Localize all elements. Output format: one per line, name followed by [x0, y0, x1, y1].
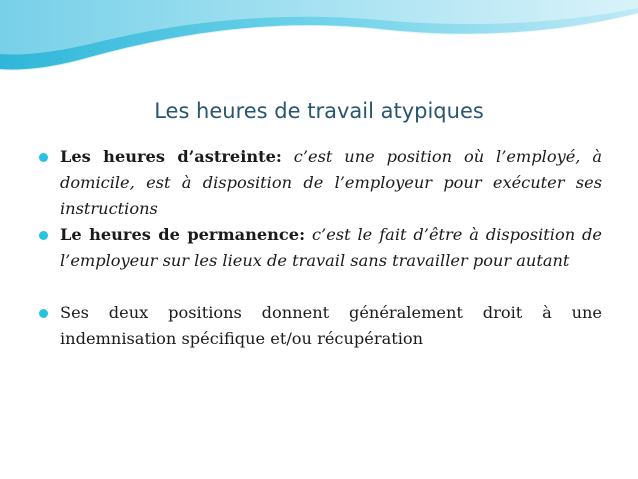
bullet-dot-icon [39, 231, 48, 240]
header-wave-decoration [0, 0, 638, 80]
bullet-term: Les heures d’astreinte [60, 147, 276, 166]
bullet-item-astreinte [36, 144, 602, 222]
bullet-dot-icon [39, 153, 48, 162]
bullet-text: Ses deux positions donnent généralement droit à une indemnisation spécifique et/ou récupération [60, 303, 602, 348]
bullet-term: Le heures de permanence [60, 225, 300, 244]
bullet-dot-icon [39, 309, 48, 318]
spacer [36, 274, 602, 300]
bullet-item-permanence [36, 222, 602, 274]
bullet-term-separator: : [299, 225, 306, 244]
bullet-list [36, 144, 602, 352]
bullet-item-indemnisation [36, 300, 602, 352]
bullet-text: c’est une position où l’employé, à domicile, est à disposition de l’employeur pour exécuter ses instructions [60, 147, 602, 218]
bullet-term-separator: : [275, 147, 282, 166]
bullet-text: c’est le fait d’être à disposition de l’employeur sur les lieux de travail sans travailler pour autant [60, 225, 602, 270]
slide-title: Les heures de travail atypiques [154, 99, 484, 123]
